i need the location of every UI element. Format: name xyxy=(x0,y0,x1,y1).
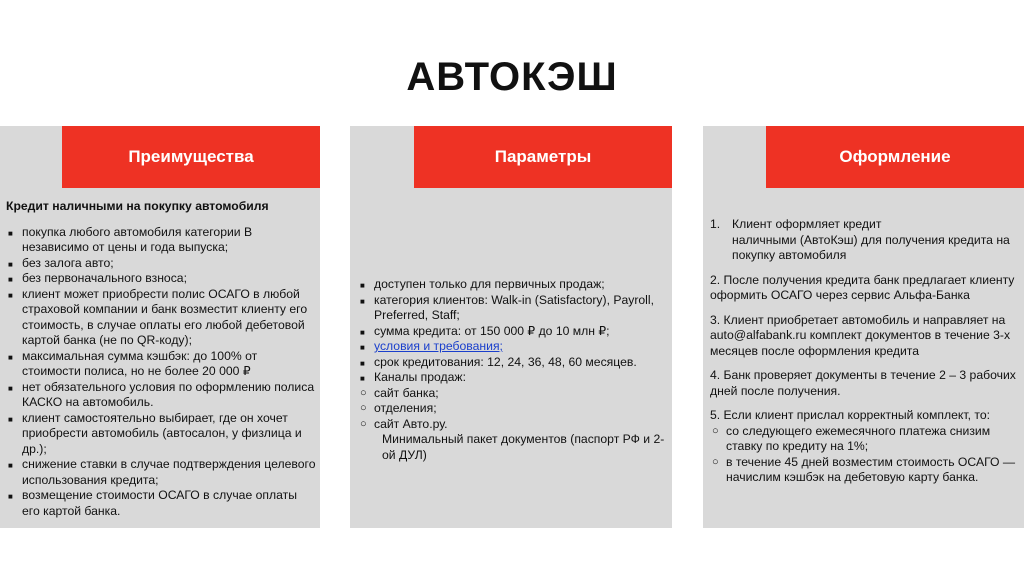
list-item: ■ без первоначального взноса; xyxy=(6,271,316,287)
registration-header: Оформление xyxy=(766,126,1024,188)
advantages-list xyxy=(6,225,316,520)
square-bullet-icon: ■ xyxy=(360,358,365,368)
advantages-header: Преимущества xyxy=(62,126,320,188)
list-item: Минимальный пакет документов (паспорт РФ и 2-ой ДУЛ) xyxy=(382,432,665,462)
step-4: 4. Банк проверяет документы в течение 2 – 3 рабочих дней после получения. xyxy=(710,368,1016,398)
step-5: 5. Если клиент прислал корректный комплект, то: xyxy=(710,408,990,422)
square-bullet-icon: ■ xyxy=(8,414,13,424)
square-bullet-icon: ■ xyxy=(8,259,13,269)
square-bullet-icon: ■ xyxy=(360,281,365,290)
parameters-body xyxy=(358,277,668,463)
square-bullet-icon: ■ xyxy=(360,327,365,337)
parameters-panel xyxy=(350,126,672,528)
list-item: ■ возмещение стоимости ОСАГО в случае оплаты его картой банка. xyxy=(8,488,297,518)
list-item: ○ сайт Авто.ру. xyxy=(360,416,448,431)
circle-bullet-icon: ○ xyxy=(360,402,367,414)
list-item: ■ срок кредитования: 12, 24, 36, 48, 60 месяцев. xyxy=(358,355,668,371)
list-item: ■ без залога авто; xyxy=(6,256,316,272)
square-bullet-icon: ■ xyxy=(360,296,365,306)
list-item: ■ снижение ставки в случае подтверждения целевого использования кредита; xyxy=(8,457,316,487)
list-item: ■ категория клиентов: Walk-in (Satisfactory), Payroll, Preferred, Staff; xyxy=(360,292,654,322)
advantages-panel xyxy=(0,126,320,528)
list-item: ■ максимальная сумма кэшбэк: до 100% от стоимости полиса, но не более 20 000 ₽ xyxy=(8,348,258,378)
circle-bullet-icon: ○ xyxy=(360,417,367,430)
list-item: ■ клиент самостоятельно выбирает, где он хочет приобрести автомобиль (автосалон, у физлица и др.); xyxy=(8,410,302,456)
terms-link[interactable]: ■ условия и требования; xyxy=(358,339,668,355)
square-bullet-icon: ■ xyxy=(8,383,13,393)
square-bullet-icon: ■ xyxy=(360,343,365,352)
list-item: ○ сайт банка; xyxy=(360,385,439,400)
circle-bullet-icon: ○ xyxy=(712,424,719,437)
advantages-lead: Кредит наличными на покупку автомобиля xyxy=(6,199,269,213)
list-item: ■ Каналы продаж: xyxy=(358,370,668,386)
square-bullet-icon: ■ xyxy=(8,275,13,284)
list-item: ■ доступен только для первичных продаж; xyxy=(358,277,668,293)
list-item: ■ сумма кредита: от 150 000 ₽ до 10 млн ₽; xyxy=(358,324,668,340)
square-bullet-icon: ■ xyxy=(8,228,13,238)
step-5-list xyxy=(710,424,1020,486)
list-item: ○ в течение 45 дней возместим стоимость ОСАГО — начислим кэшбэк на дебетовую карту банка. xyxy=(712,454,1016,484)
circle-bullet-icon: ○ xyxy=(712,455,719,468)
circle-bullet-icon: ○ xyxy=(360,386,367,399)
registration-panel xyxy=(703,126,1024,528)
list-item: ■ нет обязательного условия по оформлению полиса КАСКО на автомобиль. xyxy=(8,379,315,409)
list-item: ■ клиент может приобрести полис ОСАГО в любой страховой компании и банк возместит клиенту его стоимость, в случае оплаты его любой дебетовой картой банка (не по QR-коду); xyxy=(8,286,308,347)
step-3: 3. Клиент приобретает автомобиль и направляет на auto@alfabank.ru комплект документов в течение 3-х месяцев после оформления кредита xyxy=(710,312,1011,358)
registration-body xyxy=(710,217,1020,486)
list-item: ■ покупка любого автомобиля категории В независимо от цены и года выпуска; xyxy=(8,224,253,254)
square-bullet-icon: ■ xyxy=(8,492,13,501)
advantages-body xyxy=(6,199,316,519)
page-title: АВТОКЭШ xyxy=(406,55,618,99)
step-2: 2. После получения кредита банк предлагает клиенту оформить ОСАГО через сервис Альфа-Банка xyxy=(710,272,1015,302)
parameters-list xyxy=(358,277,668,463)
square-bullet-icon: ■ xyxy=(8,461,13,470)
square-bullet-icon: ■ xyxy=(360,374,365,383)
square-bullet-icon: ■ xyxy=(8,352,13,362)
list-item: ○ со следующего ежемесячного платежа снизим ставку по кредиту на 1%; xyxy=(712,423,991,453)
step-1: 1. Клиент оформляет кредит наличными (АвтоКэш) для получения кредита на покупку автомобиля xyxy=(710,217,1010,262)
square-bullet-icon: ■ xyxy=(8,290,13,300)
parameters-header: Параметры xyxy=(414,126,672,188)
list-item: ○ отделения; xyxy=(360,401,437,415)
